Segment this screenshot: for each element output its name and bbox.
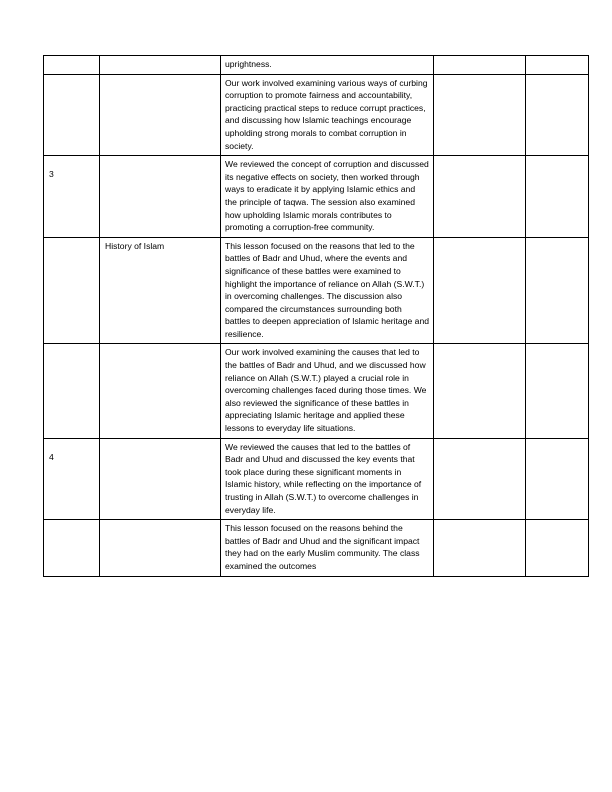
lesson-notes-table [43, 55, 589, 577]
note-cell: uprightness. [221, 56, 434, 75]
table-row [44, 74, 589, 156]
week-cell [44, 74, 100, 156]
note-cell: We reviewed the concept of corruption and discussed its negative effects on society, then worked through ways to eradicate it by applying Islamic ethics and the principle of taqwa. The session also examined how upholding Islamic morals contributes to promoting a corruption-free community. [221, 156, 434, 238]
week-cell [44, 344, 100, 438]
empty-cell [526, 56, 589, 75]
table-row [44, 438, 589, 520]
week-cell [44, 56, 100, 75]
empty-cell [526, 520, 589, 576]
table-row [44, 344, 589, 438]
empty-cell [434, 520, 526, 576]
week-cell [44, 520, 100, 576]
note-cell: Our work involved examining the causes that led to the battles of Badr and Uhud, and we discussed how reliance on Allah (S.W.T.) played a crucial role in overcoming challenges faced during those times. We also reviewed the significance of these battles in appreciating Islamic heritage and applied these lessons to everyday life situations. [221, 344, 434, 438]
topic-cell [100, 74, 221, 156]
week-cell: 3 [44, 156, 100, 238]
empty-cell [526, 438, 589, 520]
table-row [44, 237, 589, 344]
empty-cell [434, 56, 526, 75]
note-cell: We reviewed the causes that led to the battles of Badr and Uhud and discussed the key events that took place during these significant moments in Islamic history, while reflecting on the importance of trusting in Allah (S.W.T.) to overcome challenges in everyday life. [221, 438, 434, 520]
empty-cell [526, 237, 589, 344]
week-cell: 4 [44, 438, 100, 520]
table-row [44, 156, 589, 238]
topic-cell [100, 520, 221, 576]
empty-cell [434, 237, 526, 344]
empty-cell [434, 438, 526, 520]
table-row [44, 520, 589, 576]
empty-cell [434, 156, 526, 238]
empty-cell [434, 344, 526, 438]
topic-cell: History of Islam [100, 237, 221, 344]
table-row [44, 56, 589, 75]
empty-cell [526, 156, 589, 238]
empty-cell [434, 74, 526, 156]
note-cell: Our work involved examining various ways of curbing corruption to promote fairness and accountability, practicing practical steps to reduce corrupt practices, and discussing how Islamic teachings encourage upholding strong morals to combat corruption in society. [221, 74, 434, 156]
note-cell: This lesson focused on the reasons behind the battles of Badr and Uhud and the significant impact they had on the early Muslim community. The class examined the outcomes [221, 520, 434, 576]
topic-cell [100, 156, 221, 238]
topic-cell [100, 438, 221, 520]
empty-cell [526, 74, 589, 156]
topic-cell [100, 344, 221, 438]
empty-cell [526, 344, 589, 438]
topic-cell [100, 56, 221, 75]
week-cell [44, 237, 100, 344]
note-cell: This lesson focused on the reasons that led to the battles of Badr and Uhud, where the events and significance of these battles were examined to highlight the importance of reliance on Allah (S.W.T.) in overcoming challenges. The discussion also compared the circumstances surrounding both battles to deepen appreciation of Islamic heritage and resilience. [221, 237, 434, 344]
